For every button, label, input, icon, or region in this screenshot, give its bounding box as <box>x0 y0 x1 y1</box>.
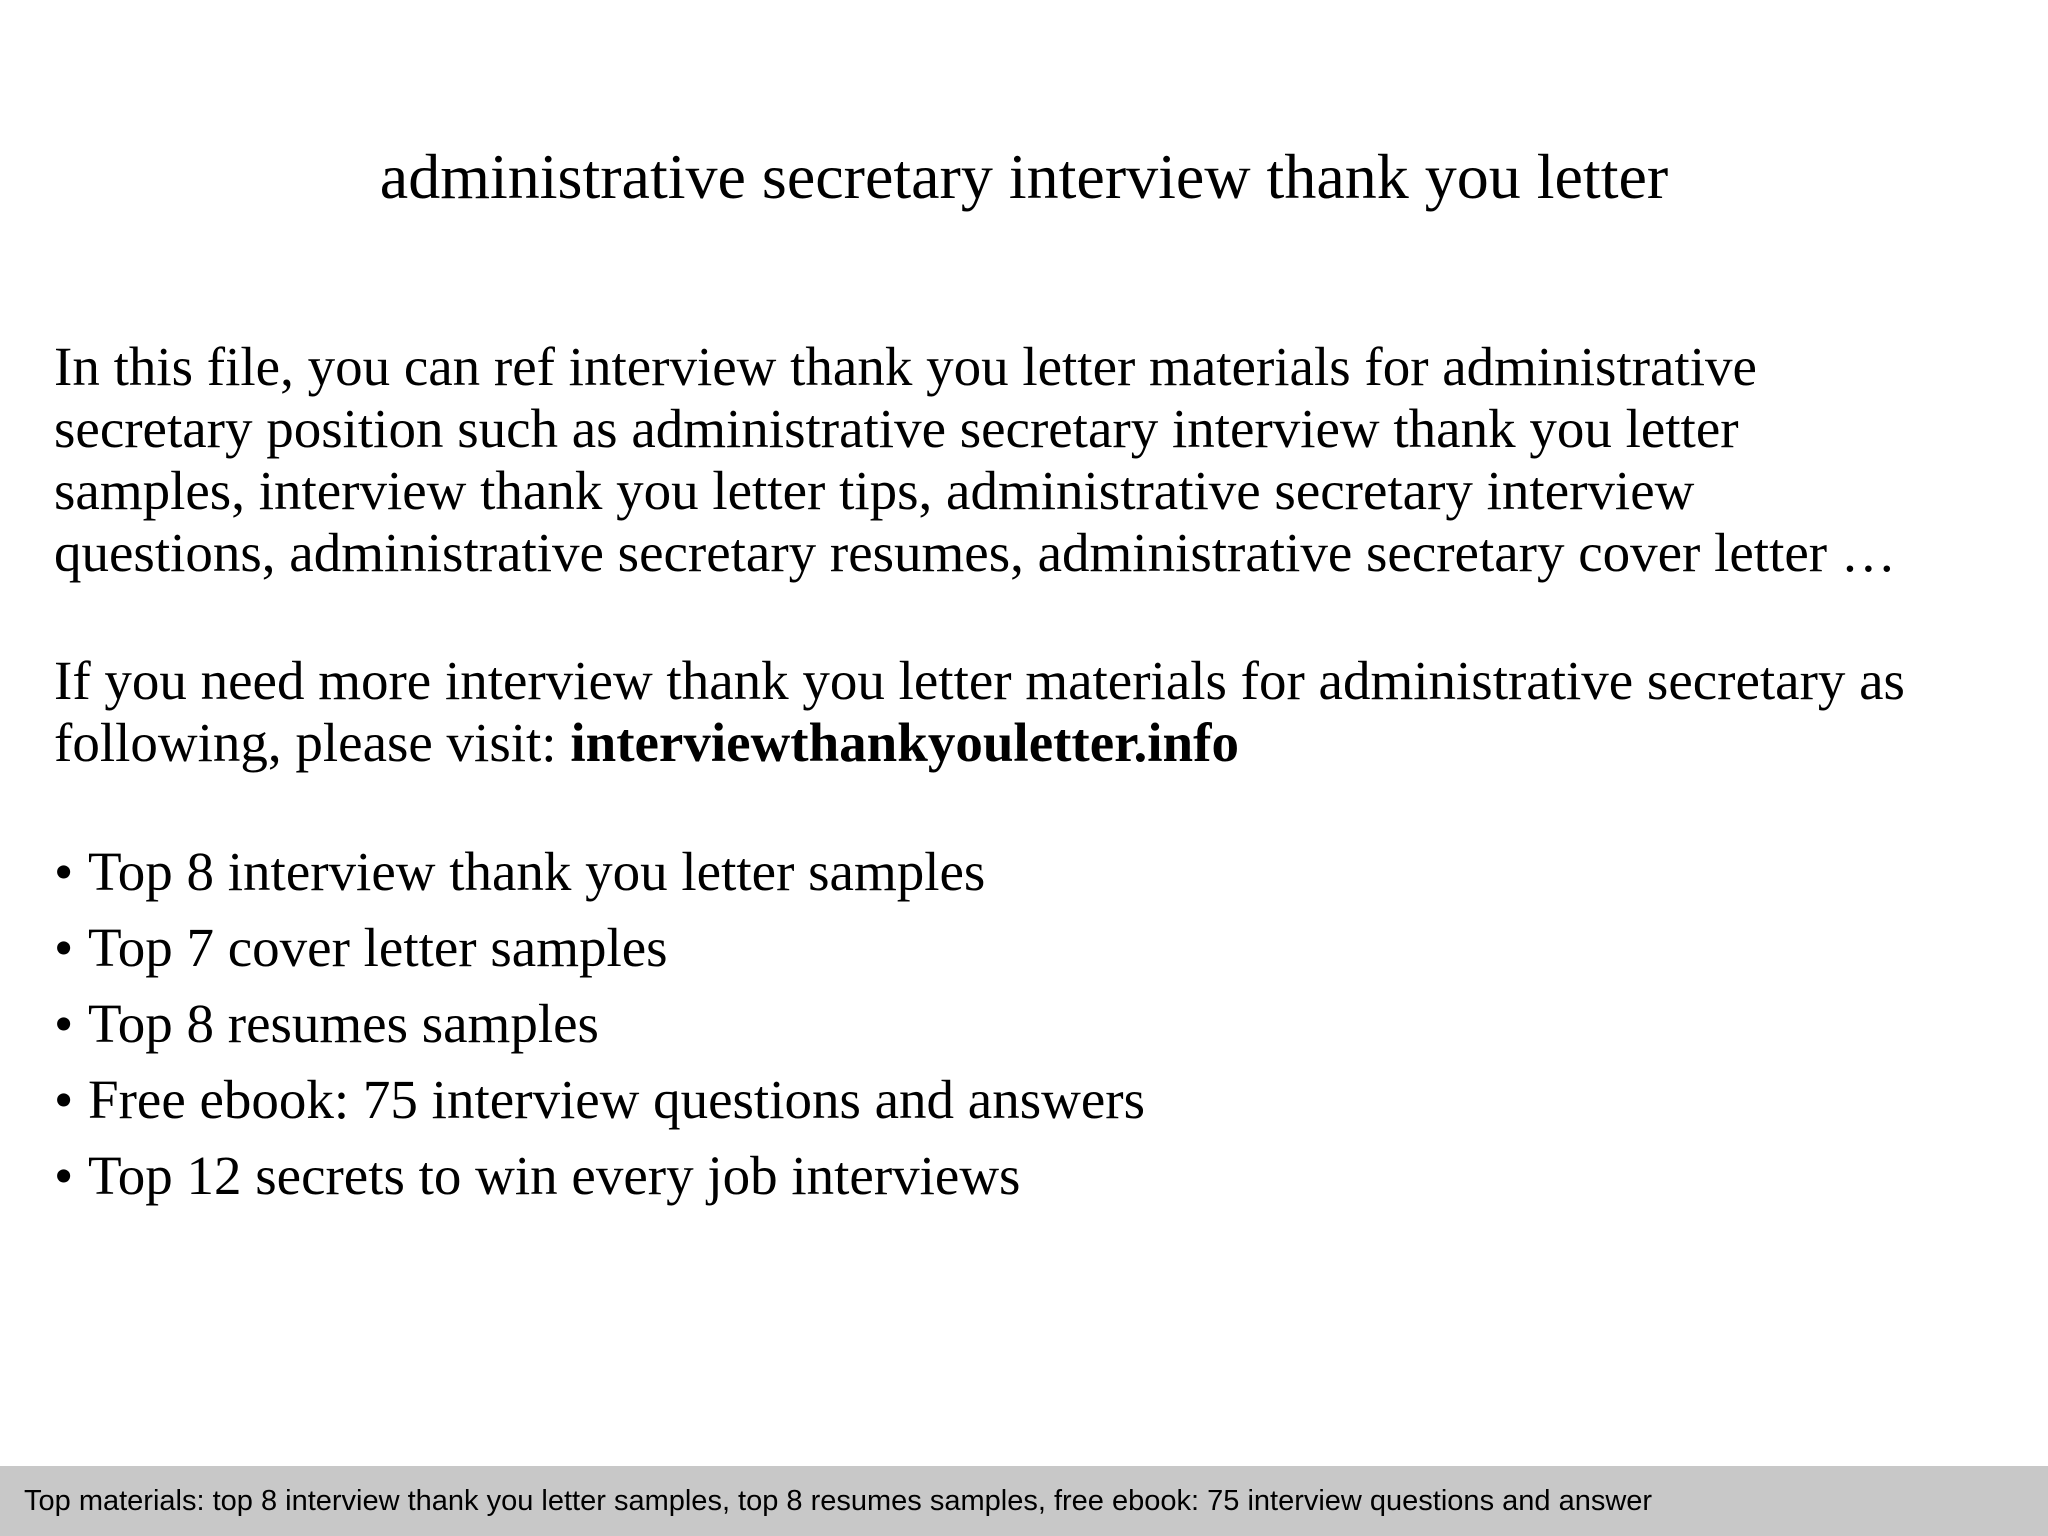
list-item-text: Top 7 cover letter samples <box>88 917 668 978</box>
bullet-icon: • <box>54 993 74 1054</box>
list-item <box>54 910 1145 986</box>
page-title: administrative secretary interview thank you letter <box>379 141 1669 212</box>
intro-line: In this file, you can ref interview thank you letter materials for administrative <box>54 336 1757 397</box>
site-link[interactable]: interviewthankyouletter.info <box>570 712 1239 773</box>
intro-line: samples, interview thank you letter tips, administrative secretary interview <box>54 460 1695 521</box>
list-item-text: Free ebook: 75 interview questions and answers <box>88 1069 1145 1130</box>
visit-line: If you need more interview thank you letter materials for administrative secretary as <box>54 650 1905 711</box>
list-item-text: Top 12 secrets to win every job interviews <box>88 1145 1021 1206</box>
list-item <box>54 986 1145 1062</box>
list-item <box>54 1062 1145 1138</box>
visit-prefix: following, please visit: <box>54 712 571 773</box>
intro-line: secretary position such as administrative secretary interview thank you letter <box>54 398 1739 459</box>
bullet-icon: • <box>54 1069 74 1130</box>
materials-list <box>54 834 1145 1214</box>
footer-bar <box>0 1466 2048 1536</box>
footer-text: Top materials: top 8 interview thank you letter samples, top 8 resumes samples, free ebook: 75 interview questions and answer <box>24 1485 1653 1517</box>
visit-line <box>54 712 2014 774</box>
list-item-text: Top 8 resumes samples <box>88 993 599 1054</box>
visit-paragraph <box>54 650 2014 774</box>
bullet-icon: • <box>54 917 74 978</box>
intro-paragraph <box>54 336 2014 584</box>
list-item-text: Top 8 interview thank you letter samples <box>88 841 986 902</box>
intro-line: questions, administrative secretary resumes, administrative secretary cover letter … <box>54 522 1896 583</box>
list-item <box>54 1138 1145 1214</box>
bullet-icon: • <box>54 1145 74 1206</box>
list-item <box>54 834 1145 910</box>
bullet-icon: • <box>54 841 74 902</box>
